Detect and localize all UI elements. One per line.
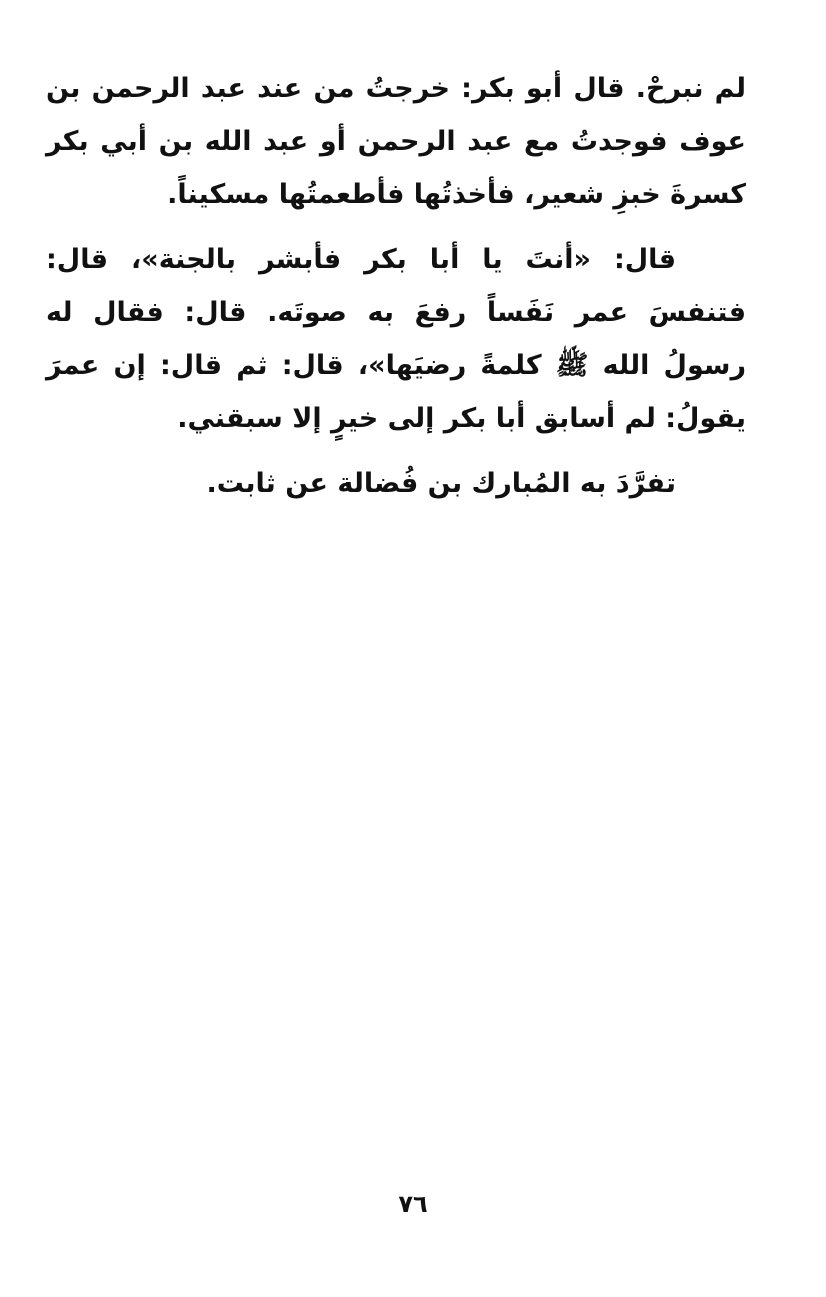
paragraph: تفرَّدَ به المُبارك بن فُضالة عن ثابت. (206, 468, 676, 499)
paragraph: لم نبرحْ. قال أبو بكر: خرجتُ من عند عبد الرحمن بن عوف فوجدتُ مع عبد الرحمن أو عبد الله بن أبي بكر كسرةَ خبزِ شعير، فأخذتُها فأطعمتُها مسكيناً. (46, 73, 746, 210)
body-text (46, 62, 746, 510)
paragraph: قال: «أنتَ يا أبا بكر فأبشر بالجنة»، قال: فتنفسَ عمر نَفَساً رفعَ به صوتَه. قال: فقال له رسولُ الله ﷺ كلمةً رضيَها»، قال: ثم قال: إن عمرَ يقولُ: لم أسابق أبا بكر إلى خيرٍ إلا سبقني. (46, 244, 746, 434)
page-number: ٧٦ (398, 1190, 428, 1218)
